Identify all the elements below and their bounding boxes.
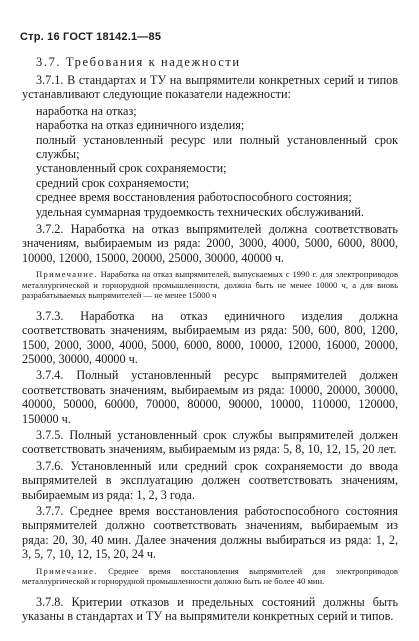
paragraph-3-7-2: 3.7.2. Наработка на отказ выпрямителей должна соответствовать значениям, выбираемым из ряда: 2000, 3000, 4000, 5000, 6000, 8000, 10000, 12000, 15000, 20000, 25000, 30000, 40000 ч. bbox=[22, 222, 398, 265]
paragraph-3-7-4: 3.7.4. Полный установленный ресурс выпрямителей должен соответствовать значениям, выбираемым из ряда: 10000, 20000, 30000, 40000, 50000, 60000, 70000, 80000, 90000, 10000, 110000, 120000, 150000 ч. bbox=[22, 368, 398, 426]
list-item: средний срок сохраняемости; bbox=[36, 175, 190, 190]
section-title: 3.7. Требования к надежности bbox=[36, 55, 241, 69]
paragraph-3-7-3: 3.7.3. Наработка на отказ единичного изделия должна соответствовать значениям, выбираемым из ряда: 500, 600, 800, 1200, 1500, 2000, 3000, 4000, 5000, 6000, 8000, 10000, 12000, 16000, 20000, 25000, 30000, 40000 ч. bbox=[22, 308, 398, 366]
document-body bbox=[22, 54, 398, 626]
note-1-text: Наработка на отказ выпрямителей, выпускаемых с 1990 г. для электроприводов металлургической и горнорудной промышленности, должна быть не менее 10000 ч, а для вновь разрабатываемых выпрямителей — не менее 15000 ч bbox=[22, 269, 398, 301]
paragraph-3-7-8: 3.7.8. Критерии отказов и предельных состояний должны быть указаны в стандартах и ТУ на выпрямители конкретных серий и типов. bbox=[22, 594, 398, 624]
note-2-label: Примечание. bbox=[36, 565, 98, 576]
paragraph-3-7-7: 3.7.7. Среднее время восстановления работоспособного состояния выпрямителей должно соответствовать значениям, выбираемым из ряда: 20, 30, 40 мин. Далее значения должны выбираться из ряда: 1, 2, 3, 5, 7, 10, 12, 15, 20, 24 ч. bbox=[22, 504, 398, 562]
reliability-indicators-list bbox=[22, 104, 398, 219]
note-1-label: Примечание. bbox=[36, 269, 98, 280]
list-item: наработка на отказ единичного изделия; bbox=[36, 118, 245, 133]
paragraph-3-7-6: 3.7.6. Установленный или средний срок сохраняемости до ввода выпрямителей в эксплуатацию должен соответствовать значениям, выбираемым из ряда: 1, 2, 3 года. bbox=[22, 458, 398, 502]
page-header: Стр. 16 ГОСТ 18142.1—85 bbox=[20, 31, 162, 43]
note-1 bbox=[22, 269, 398, 301]
list-item: установленный срок сохраняемости; bbox=[36, 161, 227, 176]
list-item: наработка на отказ; bbox=[36, 103, 137, 118]
list-item: полный установленный ресурс или полный установленный срок службы; bbox=[36, 132, 398, 162]
note-2-text: Среднее время восстановления выпрямителей для электроприводов металлургической и горнорудной промышленности должно быть не более 40 мин. bbox=[22, 565, 398, 587]
list-item: удельная суммарная трудоемкость технических обслуживаний. bbox=[36, 204, 364, 219]
paragraph-3-7-1: 3.7.1. В стандартах и ТУ на выпрямители конкретных серий и типов устанавливают следующие показатели надежности: bbox=[22, 73, 398, 102]
note-2 bbox=[22, 566, 398, 587]
paragraph-3-7-5: 3.7.5. Полный установленный срок службы выпрямителей должен соответствовать значениям, выбираемым из ряда: 5, 8, 10, 12, 15, 20 лет. bbox=[22, 428, 398, 457]
list-item: среднее время восстановления работоспособного состояния; bbox=[36, 190, 352, 205]
